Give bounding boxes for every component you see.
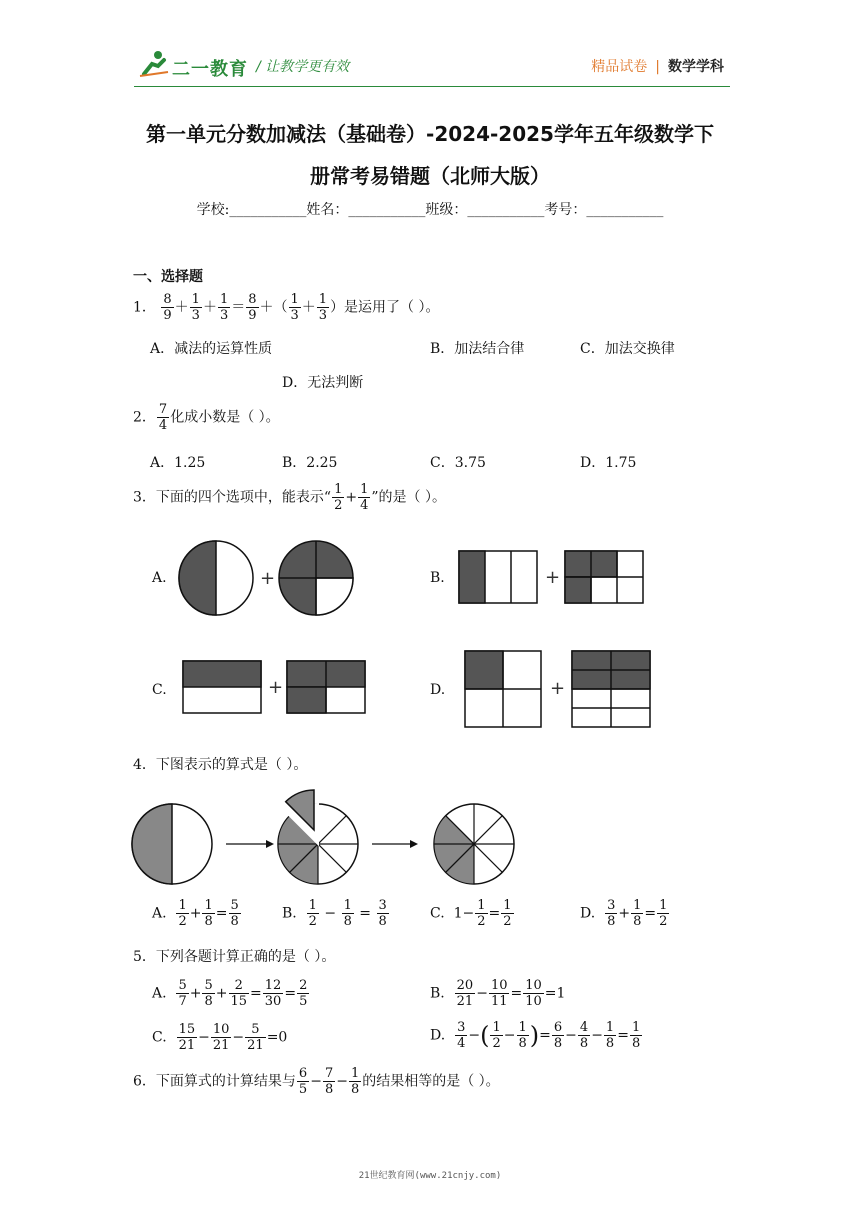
q4-label-d: D.	[580, 905, 596, 922]
q1-text: ）是运用了（ ）。	[330, 299, 440, 316]
slogan: / 让教学更有效	[256, 59, 350, 75]
q3-label-c[interactable]: C.	[152, 682, 167, 698]
page-title-line2: 册常考易错题（北师大版）	[310, 164, 550, 188]
q4-number: 4．	[133, 757, 156, 773]
q5-number: 5．	[133, 949, 156, 965]
tag-separator: |	[655, 59, 660, 75]
q2-number: 2．	[133, 409, 156, 426]
q2-option-c[interactable]: C．3.75	[430, 455, 486, 471]
header-tags	[591, 56, 724, 76]
page-footer: 21世纪教育网(www.21cnjy.com)	[358, 1171, 502, 1181]
question-4	[133, 754, 307, 774]
question-6: 6．下面算式的计算结果与 $\frac{6}{5}$ − $\frac{7}{8}$ − $\frac{1}{8}$ 的结果相等的是（ ）。	[133, 1066, 500, 1097]
q4-option-b[interactable]: B. $\frac{1}{2}$ − $\frac{1}{8}$ = $\frac{3}{8}$	[282, 898, 387, 929]
q4-option-c[interactable]: C. 1− $\frac{1}{2}$ = $\frac{1}{2}$	[430, 898, 512, 929]
q3-option-c-figure[interactable]	[182, 660, 368, 716]
q4-label-b: B.	[282, 905, 297, 922]
q4-label-c: C.	[430, 905, 445, 922]
q5-option-b[interactable]: B. $\frac{20}{21}$ − $\frac{10}{11}$ = $\frac{10}{10}$ =1	[430, 978, 566, 1009]
svg-text:+: +	[268, 677, 284, 698]
svg-text:+: +	[545, 567, 561, 588]
header-divider	[134, 86, 730, 87]
q3-label-d[interactable]: D.	[430, 682, 446, 698]
q3-text-pre: 下面的四个选项中，能表示“	[155, 489, 332, 506]
section-heading: 一、选择题	[133, 269, 203, 285]
q4-option-d[interactable]: D. $\frac{3}{8}$ + $\frac{1}{8}$ = $\frac{1}{2}$	[580, 898, 668, 929]
q1-option-d[interactable]: D．无法判断	[282, 375, 364, 391]
q2-text: 化成小数是（ ）。	[170, 409, 280, 426]
svg-text:+: +	[260, 568, 276, 589]
q2-option-a[interactable]: A．1.25	[150, 455, 206, 471]
q4-label-a: A.	[152, 905, 167, 922]
q6-number: 6．	[133, 1073, 156, 1090]
q6-text-post: 的结果相等的是（ ）。	[362, 1073, 500, 1090]
logo-text: 二一教育	[172, 59, 248, 80]
q4-option-a[interactable]: A. $\frac{1}{2}$ + $\frac{1}{8}$ = $\frac{5}{8}$	[152, 898, 239, 929]
q5-label-d: D.	[430, 1027, 446, 1044]
question-2: 2． $\frac{7}{4}$ 化成小数是（ ）。	[133, 402, 280, 433]
q6-text-pre: 下面算式的计算结果与	[155, 1073, 296, 1090]
q1-option-c[interactable]: C．加法交换律	[580, 341, 675, 357]
q3-option-b-figure[interactable]	[458, 550, 648, 606]
tag-right: 数学学科	[668, 59, 724, 75]
q5-text: 下列各题计算正确的是（ ）。	[155, 949, 336, 965]
question-1: 1． $\frac{8}{9}$ ＋ $\frac{1}{3}$ ＋ $\frac{1}{3}$ ＝ $\frac{8}{9}$ ＋（ $\frac{1}{3}$ ＋ $\frac{1}{3}$ ）是运用了（ ）。	[133, 292, 440, 323]
q2-option-d[interactable]: D．1.75	[580, 455, 637, 471]
q5-option-d[interactable]: D. $\frac{3}{4}$ −( $\frac{1}{2}$ − $\frac{1}{8}$ )= $\frac{6}{8}$ − $\frac{4}{8}$ − $\frac{1}{8}$ = $\frac{1}{8}$	[430, 1020, 641, 1051]
q5-label-a: A.	[152, 985, 167, 1002]
page-title-line1: 第一单元分数加减法（基础卷）-2024-2025学年五年级数学下	[146, 122, 714, 146]
q5-label-b: B.	[430, 985, 445, 1002]
q1-option-a[interactable]: A．减法的运算性质	[150, 341, 273, 357]
q4-text: 下图表示的算式是（ ）。	[155, 757, 308, 773]
q3-text-post: ”的是（ ）。	[371, 489, 446, 506]
q5-option-c[interactable]: C. $\frac{15}{21}$ − $\frac{10}{21}$ − $\frac{5}{21}$ =0	[152, 1022, 288, 1053]
q3-number: 3．	[133, 489, 156, 506]
svg-text:+: +	[550, 678, 566, 699]
q4-figure	[130, 786, 530, 886]
question-3: 3．下面的四个选项中，能表示“ $\frac{1}{2}$ + $\frac{1}{4}$ ”的是（ ）。	[133, 482, 446, 513]
q3-option-a-figure[interactable]	[178, 540, 358, 616]
q2-option-b[interactable]: B．2.25	[282, 455, 338, 471]
question-5	[133, 946, 335, 966]
student-info-line: 学校:___________姓名：___________班级：___________考号：___________	[196, 202, 664, 218]
q5-label-c: C.	[152, 1029, 167, 1046]
logo-figure-icon	[138, 50, 170, 78]
q3-label-b[interactable]: B.	[430, 570, 445, 586]
q1-number: 1．	[133, 299, 156, 316]
tag-left: 精品试卷	[591, 59, 648, 75]
q3-label-a[interactable]: A.	[152, 570, 167, 586]
q5-option-a[interactable]: A. $\frac{5}{7}$ + $\frac{5}{8}$ + $\frac{2}{15}$ = $\frac{12}{30}$ = $\frac{2}{5}$	[152, 978, 308, 1009]
q3-option-d-figure[interactable]	[464, 650, 654, 730]
q1-option-b[interactable]: B．加法结合律	[430, 341, 525, 357]
